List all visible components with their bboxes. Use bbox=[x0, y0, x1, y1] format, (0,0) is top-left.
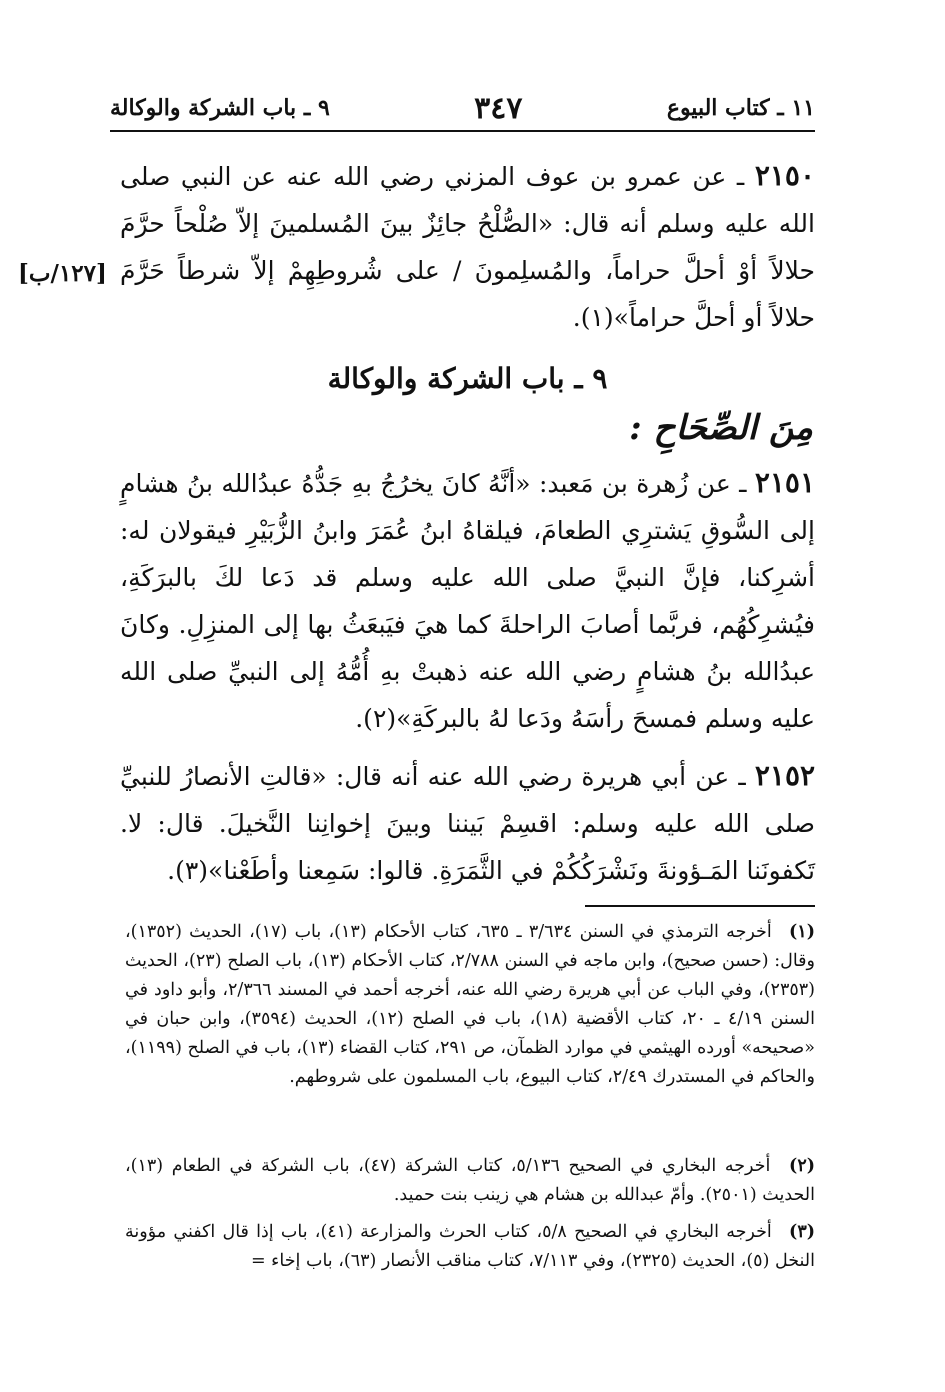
header-rule bbox=[110, 130, 815, 132]
hadith-number: ٢١٥١ bbox=[754, 466, 815, 499]
hadith-number: ٢١٥٢ bbox=[754, 759, 816, 792]
header-section: ٩ ـ باب الشركة والوكالة bbox=[110, 95, 330, 121]
section-title: ٩ ـ باب الشركة والوكالة bbox=[327, 362, 608, 395]
manuscript-folio-note: [١٢٧/ب] bbox=[18, 260, 107, 287]
running-header bbox=[110, 88, 815, 128]
footnote-text: أخرجه الترمذي في السنن ٣/٦٣٤ ـ ٦٣٥، كتاب الأحكام (١٣)، باب (١٧)، الحديث (١٣٥٢)، وقال: (حسن صحيح)، وابن ماجه في السنن ٢/٧٨٨، كتاب الأحكام (١٣)، باب الصلح (٢٣)، الحديث (٢٣٥٣)، وفي الباب عن أبي هريرة رضي الله عنه، أخرجه أحمد في المسند ٢/٣٦٦، وأبو داود في السنن ٤/١٩ ـ ٢٠، كتاب الأقضية (١٨)، باب في الصلح (١٢)، الحديث (٣٥٩٤)، وابن حبان في «صحيحه» أورده الهيثمي في موارد الظمآن، ص ٢٩١، كتاب القضاء (١٣)، باب في الصلح (١١٩٩)، والحاكم في المستدرك ٢/٤٩، كتاب البيوع، باب المسلمون على شروطهم. bbox=[125, 922, 815, 1087]
page-number: ٣٤٧ bbox=[474, 90, 523, 126]
footnote-1 bbox=[125, 918, 815, 1148]
hadith-2152 bbox=[120, 752, 815, 892]
footnote-number: (١) bbox=[789, 922, 815, 942]
hadith-text: ـ عن أبي هريرة رضي الله عنه أنه قال: «قالتِ الأنصارُ للنبيِّ صلى الله عليه وسلم: اقسِمْ بَيننا وبينَ إخوانِنا النَّخيلَ. قال: لا. تَكفونَنا المَـؤونةَ ونَشْرَكُكُمْ في الثَّمَرَةِ. قالوا: سَمِعنا وأطَعْنا»(٣). bbox=[120, 762, 815, 885]
hadith-2150 bbox=[120, 152, 815, 342]
footnote-3 bbox=[125, 1218, 815, 1288]
footnote-number: (٢) bbox=[789, 1156, 815, 1176]
hadith-number: ٢١٥٠ bbox=[754, 159, 815, 192]
footnote-number: (٣) bbox=[789, 1222, 815, 1242]
footnote-rule bbox=[585, 905, 815, 907]
header-chapter: ١١ ـ كتاب البيوع bbox=[666, 95, 815, 121]
hadith-text: ـ عن عمرو بن عوف المزني رضي الله عنه عن النبي صلى الله عليه وسلم أنه قال: «الصُّلْحُ جائِزٌ بينَ المُسلمينَ إلاّ صُلْحاً حرَّمَ حلالاً أوْ أحلَّ حراماً، والمُسلِمونَ / على شُروطِهِمْ إلاّ شرطاً حَرَّمَ حلالاً أو أحلَّ حراماً»(١). bbox=[120, 162, 815, 332]
hadith-text: ـ عن زُهرة بن مَعبد: «أنَّهُ كانَ يخرُجُ بهِ جَدُّهُ عبدُالله بنُ هشامٍ إلى السُّوقِ يَشترِي الطعامَ، فيلقاهُ ابنُ عُمَرَ وابنُ الزُّبَيْرِ فيقولان له: أشرِكنا، فإنَّ النبيَّ صلى الله عليه وسلم قد دَعا لكَ بالبرَكَةِ، فيُشرِكُهُم، فربَّما أصابَ الراحلةَ كما هيَ فيَبعَثُ بها إلى المنزِلِ. وكانَ عبدُالله بنُ هشامٍ رضي الله عنه ذهبتْ بهِ أُمُّهُ إلى النبيِّ صلى الله عليه وسلم فمسحَ رأسَهُ ودَعا لهُ بالبركَةِ»(٢). bbox=[120, 469, 815, 733]
hadith-2151 bbox=[120, 459, 815, 739]
subsection-heading: مِنَ الصِّحَاحِ : bbox=[629, 408, 813, 448]
footnote-2 bbox=[125, 1152, 815, 1214]
footnote-text: أخرجه البخاري في الصحيح ٥/١٣٦، كتاب الشركة (٤٧)، باب الشركة في الطعام (١٣)، الحديث (٢٥٠١). وأمّ عبدالله بن هشام هي زينب بنت حميد. bbox=[125, 1156, 815, 1205]
footnote-text: أخرجه البخاري في الصحيح ٥/٨، كتاب الحرث والمزارعة (٤١)، باب إذا قال اكفني مؤونة النخل (٥)، الحديث (٢٣٢٥)، وفي ٧/١١٣، كتاب مناقب الأنصار (٦٣)، باب إخاء = bbox=[125, 1222, 815, 1271]
